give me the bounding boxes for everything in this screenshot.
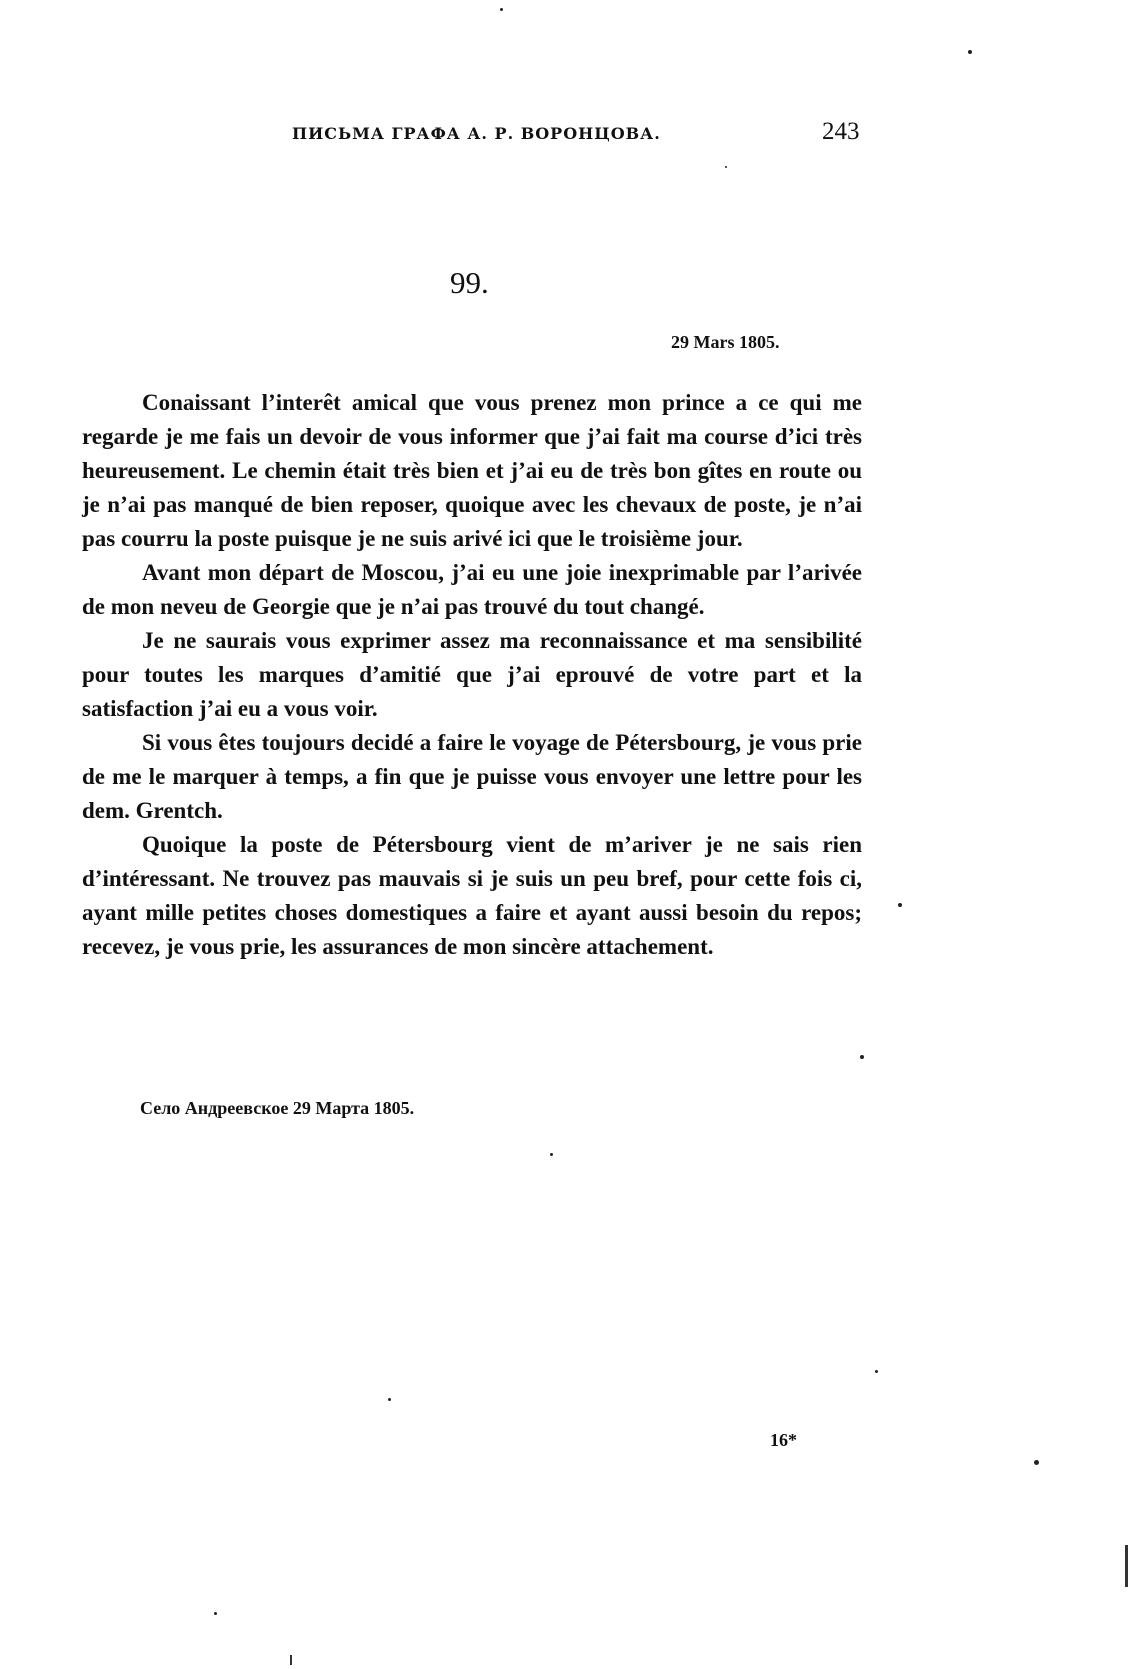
scan-speck: [500, 8, 503, 11]
letter-paragraph: Conaissant l’interêt amical que vous prenez mon prince a ce qui me regarde je me fais un devoir de vous informer que j’ai fait ma course d’ici très heureusement. Le chemin était très bien et j’ai eu de très bon gîtes en route ou je n’ai pas manqué de bien reposer, quoique avec les chevaux de poste, je n’ai pas courru la poste puisque je ne suis arivé ici que le troisième jour.: [82, 390, 862, 551]
scan-speck: [550, 1153, 553, 1156]
letter-paragraph: Je ne saurais vous exprimer assez ma reconnaissance et ma sensibilité pour toutes les marques d’amitié que j’ai eprouvé de votre part et la satisfaction j’ai eu a vous voir.: [82, 628, 862, 721]
scan-speck: [1034, 1460, 1039, 1465]
letter-paragraph: Si vous êtes toujours decidé a faire le voyage de Pétersbourg, je vous prie de me le marquer à temps, a fin que je puisse vous envoyer une lettre pour les dem. Grentch.: [82, 730, 862, 823]
letter-body: [82, 386, 862, 964]
scan-speck: [214, 1612, 217, 1615]
scan-speck: [860, 1055, 864, 1059]
running-title: ПИСЬМА ГРАФА А. Р. ВОРОНЦОВА.: [292, 124, 661, 143]
page-number: 243: [822, 118, 860, 145]
letter-paragraph: Avant mon départ de Moscou, j’ai eu une joie inexprimable par l’arivée de mon neveu de Georgie que je n’ai pas trouvé du tout changé.: [82, 560, 862, 619]
letter-date: 29 Mars 1805.: [671, 332, 780, 352]
scan-speck: [968, 50, 972, 54]
scan-speck: [388, 1398, 391, 1401]
scan-speck: [898, 903, 902, 907]
scan-speck: [725, 166, 727, 168]
letter-paragraph: Quoique la poste de Pétersbourg vient de m’ariver je ne sais rien d’intéressant. Ne trouvez pas mauvais si je suis un peu bref, pour cette fois ci, ayant mille petites choses domestiques a faire et ayant aussi besoin du repos; recevez, je vous prie, les assurances de mon sincère attachement.: [82, 832, 862, 959]
letter-signoff: Село Андреевское 29 Марта 1805.: [140, 1098, 415, 1118]
scan-speck: [875, 1370, 878, 1373]
letter-number: 99.: [450, 265, 489, 300]
signature-mark: 16*: [770, 1430, 797, 1450]
scan-edge-mark: [290, 1655, 292, 1665]
scan-edge-mark: [1125, 1545, 1128, 1587]
running-head: [0, 118, 1140, 148]
